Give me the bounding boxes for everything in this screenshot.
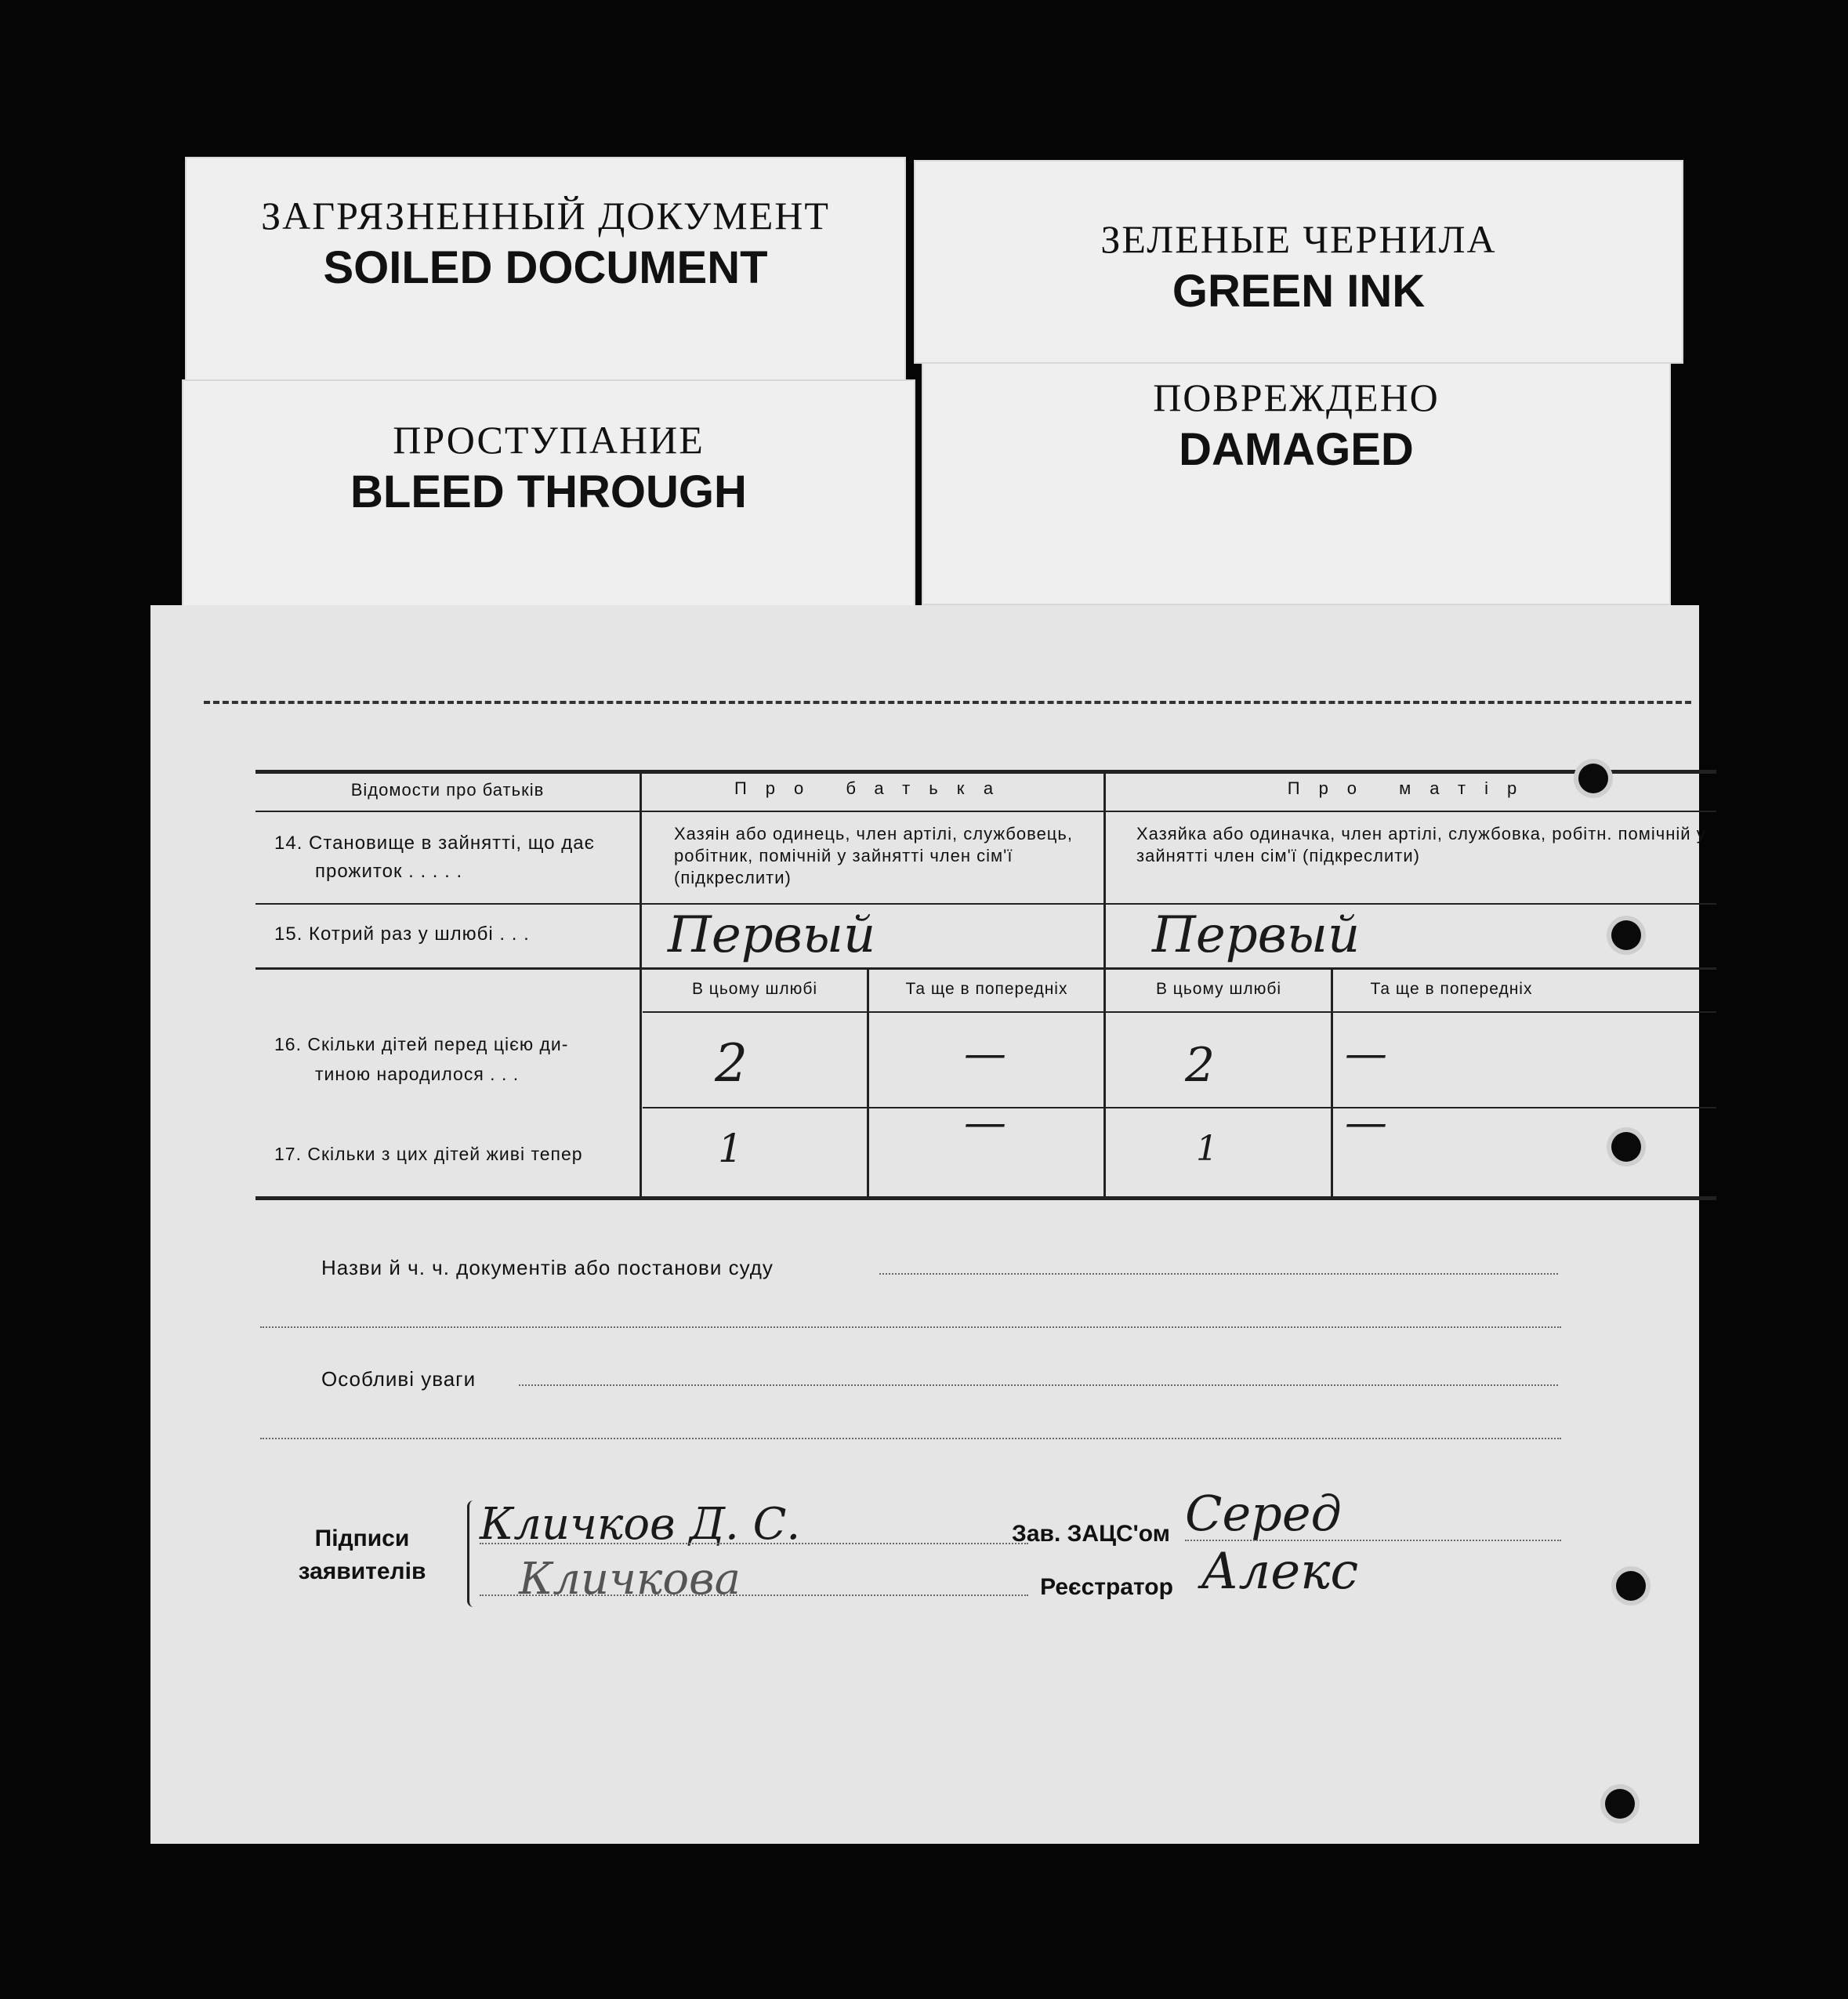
row16-mother-prev: — xyxy=(1345,1029,1387,1078)
header-mother: Про матір xyxy=(1287,778,1536,798)
table-top-border xyxy=(255,770,1716,774)
bleed-en-label: BLEED THROUGH xyxy=(350,466,747,517)
row14-label-line2: прожиток . . . . . xyxy=(315,861,463,882)
damaged-en-label: DAMAGED xyxy=(1179,424,1414,475)
row15-label: 15. Котрий раз у шлюбі . . . xyxy=(274,923,530,945)
damaged-card xyxy=(922,362,1671,605)
row15-rule xyxy=(255,967,1716,970)
documents-fill-line-2 xyxy=(260,1326,1561,1328)
head-sign-line xyxy=(1185,1540,1561,1541)
row17-mother-this: 1 xyxy=(1196,1129,1218,1169)
head-label: Зав. ЗАЦС'ом xyxy=(1012,1521,1170,1547)
registrar-label: Реєстратор xyxy=(1040,1574,1173,1600)
row16-rule xyxy=(643,1107,1716,1108)
mother-previous-header: Та ще в попередніх xyxy=(1370,980,1533,998)
applicant2-signature: Кличкова xyxy=(519,1554,741,1605)
table-bottom-border xyxy=(255,1196,1716,1200)
table-header-rule xyxy=(255,811,1716,812)
col-divider-father-sub xyxy=(867,970,869,1198)
soiled-document-card xyxy=(185,157,906,392)
row17-label: 17. Скільки з цих дітей живі тепер xyxy=(274,1144,583,1164)
head-signature: Серед xyxy=(1185,1485,1342,1542)
row14-rule xyxy=(255,903,1716,905)
header-parents-info: Відомости про батьків xyxy=(350,780,545,800)
row14-label-line1: 14. Становище в зайнятті, що дає xyxy=(274,833,595,854)
col-divider-mother-sub xyxy=(1331,970,1333,1198)
row16-father-this: 2 xyxy=(715,1033,748,1094)
perforation-line xyxy=(204,701,1691,704)
documents-fill-line xyxy=(879,1273,1558,1275)
row16-label-line2: тиною народилося . . . xyxy=(315,1064,520,1084)
applicants-brace xyxy=(467,1500,477,1607)
green-ink-en-label: GREEN INK xyxy=(1172,266,1426,317)
remarks-label: Особливі уваги xyxy=(321,1367,476,1391)
row14-father-options: Хазяін або одинець, член артілі, службовець, робітник, помічній у зайнятті член сім'ї (підкреслити) xyxy=(674,824,1073,887)
row17-father-this: 1 xyxy=(718,1126,743,1171)
col-divider-1 xyxy=(640,771,642,1198)
father-this-marriage-header: В цьому шлюбі xyxy=(691,980,818,998)
soiled-ru-label: ЗАГРЯЗНЕННЫЙ ДОКУМЕНТ xyxy=(261,194,830,238)
applicant1-sign-line xyxy=(480,1543,1028,1544)
col-divider-2 xyxy=(1103,771,1106,1198)
registration-form-sheet xyxy=(150,605,1706,1844)
row16-mother-this: 2 xyxy=(1185,1038,1216,1093)
header-father: Про батька xyxy=(734,778,1013,798)
damaged-ru-label: ПОВРЕЖДЕНО xyxy=(1153,375,1440,419)
documents-label: Назви й ч. ч. документів або постанови суду xyxy=(321,1256,774,1279)
punch-hole xyxy=(1611,1132,1641,1162)
row14-mother-options: Хазяйка або одиначка, член артілі, службовка, робітн. помічній у зайнятті член сім'ї (підкреслити) xyxy=(1136,824,1706,865)
remarks-fill-line xyxy=(519,1384,1558,1386)
row16-father-prev: — xyxy=(964,1029,1006,1078)
mother-this-marriage-header: В цьому шлюбі xyxy=(1155,980,1282,998)
row15-father-value: Первый xyxy=(668,906,876,964)
row17-father-prev: — xyxy=(964,1097,1006,1147)
father-previous-header: Та ще в попередніх xyxy=(905,980,1068,998)
registrar-signature: Алекс xyxy=(1201,1543,1359,1601)
applicants-label-line2: заявителів xyxy=(298,1558,426,1584)
punch-hole xyxy=(1616,1571,1646,1601)
subheader-rule xyxy=(643,1011,1716,1013)
row15-mother-value: Первый xyxy=(1152,906,1361,964)
punch-hole xyxy=(1578,764,1608,793)
green-ink-card xyxy=(914,160,1683,364)
applicants-label-line1: Підписи xyxy=(314,1526,410,1551)
soiled-en-label: SOILED DOCUMENT xyxy=(323,242,768,293)
row16-label-line1: 16. Скільки дітей перед цією ди- xyxy=(274,1034,569,1054)
row17-mother-prev: — xyxy=(1345,1097,1387,1147)
applicant2-sign-line xyxy=(480,1594,1028,1596)
bleed-through-card xyxy=(182,379,915,615)
punch-hole xyxy=(1611,920,1641,950)
remarks-fill-line-2 xyxy=(260,1438,1561,1439)
bleed-ru-label: ПРОСТУПАНИЕ xyxy=(393,418,705,462)
applicant1-signature: Кличков Д. С. xyxy=(480,1499,801,1550)
green-ink-ru-label: ЗЕЛЕНЫЕ ЧЕРНИЛА xyxy=(1100,217,1497,261)
punch-hole xyxy=(1605,1789,1635,1819)
